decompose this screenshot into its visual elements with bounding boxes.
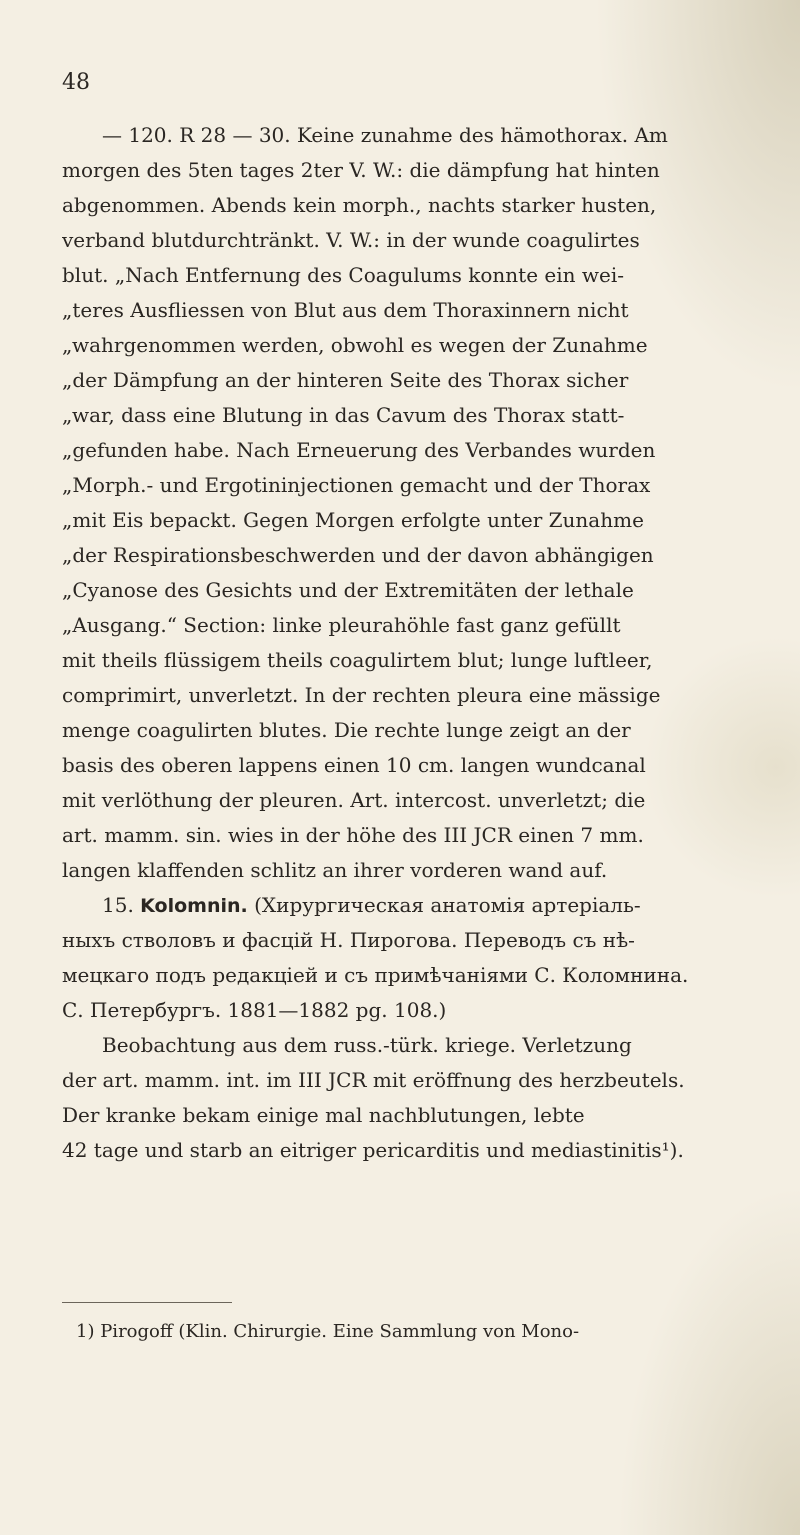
text-line: der art. mamm. int. im III JCR mit eröffnung des herzbeutels. bbox=[62, 1068, 685, 1092]
main-text bbox=[62, 118, 762, 1168]
text-line: „der Dämpfung an der hinteren Seite des Thorax sicher bbox=[62, 368, 629, 392]
text-line: „Cyanose des Gesichts und der Extremitäten der lethale bbox=[62, 578, 634, 602]
text-line: abgenommen. Abends kein morph., nachts starker husten, bbox=[62, 193, 657, 217]
text-line: comprimirt, unverletzt. In der rechten pleura eine mässige bbox=[62, 683, 661, 707]
text-line: „gefunden habe. Nach Erneuerung des Verbandes wurden bbox=[62, 438, 656, 462]
text-line: „Morph.- und Ergotininjectionen gemacht und der Thorax bbox=[62, 473, 651, 497]
text-line: langen klaffenden schlitz an ihrer vorderen wand auf. bbox=[62, 858, 608, 882]
text-line: „mit Eis bepackt. Gegen Morgen erfolgte unter Zunahme bbox=[62, 508, 644, 532]
text-line: „wahrgenommen werden, obwohl es wegen der Zunahme bbox=[62, 333, 648, 357]
text-line: mit verlöthung der pleuren. Art. intercost. unverletzt; die bbox=[62, 788, 646, 812]
text-line: menge coagulirten blutes. Die rechte lunge zeigt an der bbox=[62, 718, 631, 742]
citation-text: (Хирургическая анатомія артеріаль- bbox=[254, 893, 641, 917]
text-line: „war, dass eine Blutung in das Cavum des Thorax statt- bbox=[62, 403, 625, 427]
text-line bbox=[62, 888, 762, 923]
text-line: morgen des 5ten tages 2ter V. W.: die dämpfung hat hinten bbox=[62, 158, 660, 182]
text-line: blut. „Nach Entfernung des Coagulums konnte ein wei- bbox=[62, 263, 624, 287]
footnote: 1) Pirogoff (Klin. Chirurgie. Eine Sammlung von Mono- bbox=[76, 1321, 580, 1342]
text-line: mit theils flüssigem theils coagulirtem blut; lunge luftleer, bbox=[62, 648, 653, 672]
text-line: Beobachtung aus dem russ.-türk. kriege. Verletzung bbox=[102, 1033, 632, 1057]
text-line: „Ausgang.“ Section: linke pleurahöhle fast ganz gefüllt bbox=[62, 613, 621, 637]
text-line: Der kranke bekam einige mal nachblutungen, lebte bbox=[62, 1103, 585, 1127]
text-line: „teres Ausfliessen von Blut aus dem Thoraxinnern nicht bbox=[62, 298, 629, 322]
text-line: ныхъ стволовъ и фасцій Н. Пирогова. Переводъ съ нѣ- bbox=[62, 928, 635, 952]
text-line: verband blutdurchtränkt. V. W.: in der wunde coagulirtes bbox=[62, 228, 640, 252]
text-line: — 120. R 28 — 30. Keine zunahme des hämothorax. Am bbox=[102, 123, 668, 147]
author-name: Kolomnin. bbox=[140, 895, 248, 917]
text-line: basis des oberen lappens einen 10 cm. langen wundcanal bbox=[62, 753, 646, 777]
text-line: „der Respirationsbeschwerden und der davon abhängigen bbox=[62, 543, 654, 567]
text-line: мецкаго подъ редакціей и съ примѣчаніями С. Коломнина. bbox=[62, 963, 689, 987]
text-line: art. mamm. sin. wies in der höhe des III JCR einen 7 mm. bbox=[62, 823, 644, 847]
text-line: С. Петербургъ. 1881—1882 рg. 108.) bbox=[62, 998, 447, 1022]
entry-number: 15. bbox=[102, 893, 134, 917]
footnote-divider bbox=[62, 1302, 232, 1303]
text-line: 42 tage und starb an eitriger pericarditis und mediastinitis¹). bbox=[62, 1138, 684, 1162]
page-number: 48 bbox=[62, 70, 90, 95]
